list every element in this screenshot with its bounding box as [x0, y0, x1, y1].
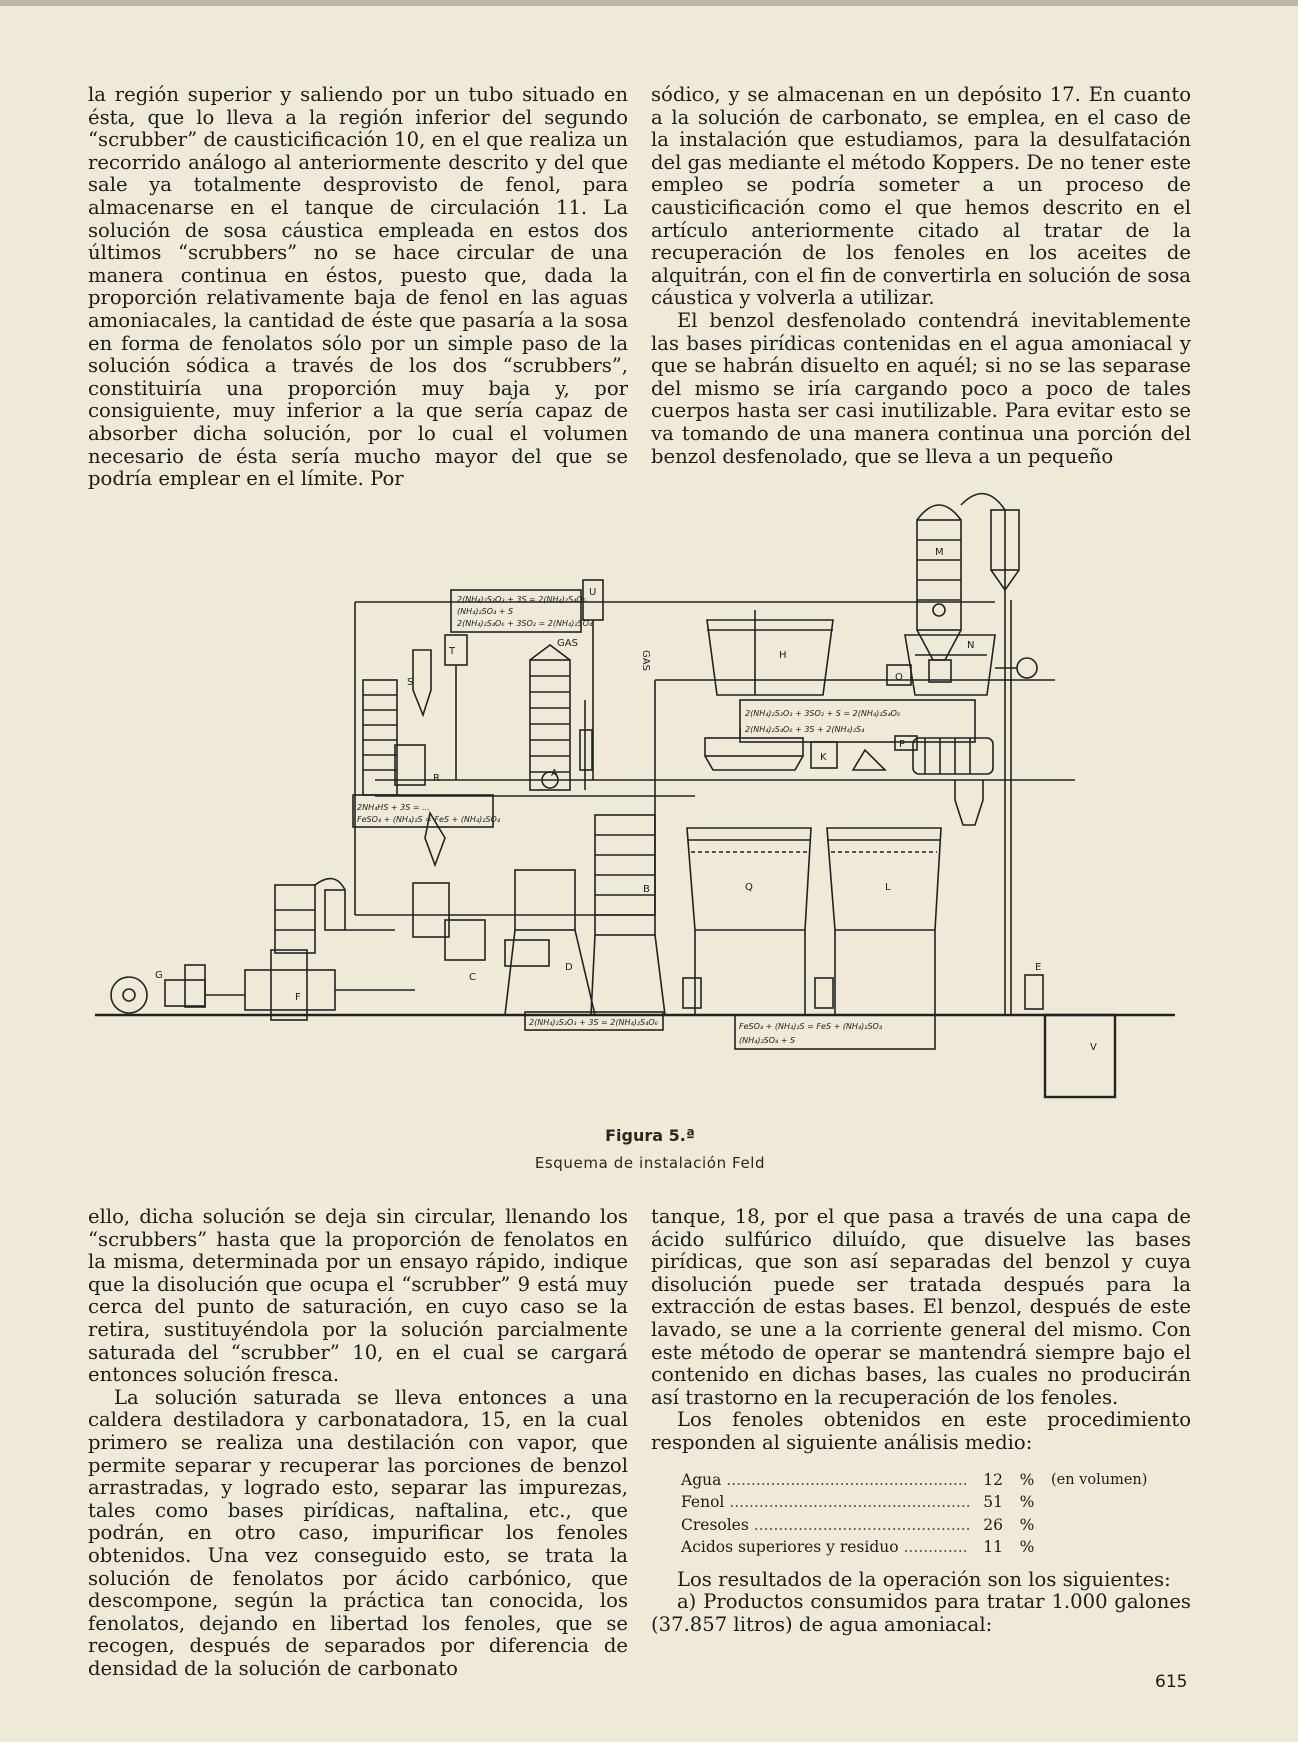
analysis-unit: %	[1019, 1515, 1035, 1534]
label-t: T	[449, 646, 456, 657]
top-rule	[0, 0, 1298, 6]
analysis-row	[681, 1491, 1191, 1514]
text-column-top-left	[88, 84, 628, 491]
label-e: E	[1035, 962, 1042, 973]
label-s: S	[407, 677, 414, 688]
text-column-bottom-left	[88, 1206, 628, 1680]
label-m: M	[935, 547, 944, 558]
paragraph: tanque, 18, por el que pasa a través de una capa de ácido sulfúrico diluído, que disuelve las bases pirídicas, que son así separadas del benzol y cuya disolución puede ser tratada después para la extracción de estas bases. El benzol, después de este lavado, se une a la corriente general del mismo. Con este método de operar se mantendrá siempre bajo el contenido en dichas bases, las cuales no producirán así trastorno en la recuperación de los fenoles.	[651, 1205, 1191, 1409]
analysis-row	[681, 1514, 1191, 1537]
equation-2: (NH₄)₂SO₄ + S	[457, 607, 514, 616]
label-j: J	[739, 728, 742, 739]
analysis-value: 26	[983, 1515, 1003, 1534]
label-d: D	[565, 962, 573, 973]
label-r: R	[433, 773, 440, 784]
installation-schematic	[95, 480, 1205, 1120]
text-column-bottom-right	[651, 1206, 1191, 1636]
analysis-unit: %	[1019, 1493, 1035, 1512]
paragraph: la región superior y saliendo por un tubo situado en ésta, que lo lleva a la región inferior del segundo “scrubber” de causticificación 10, en el que realiza un recorrido análogo al anteriormente descrito y del que sale ya totalmente desprovisto de fenol, para almacenarse en el tanque de circulación 11. La solución de sosa cáustica empleada en estos dos últimos “scrubbers” no se hace circular de una manera continua en éstos, puesto que, dada la proporción relativamente baja de fenol en las aguas amoniacales, la cantidad de éste que pasaría a la sosa en forma de fenolatos sólo por un simple paso de la solución sódica a través de los dos “scrubbers”, constituiría una proporción muy baja y, por consiguiente, muy inferior a la que sería capaz de absorber dicha solución, por lo cual el volumen necesario de ésta sería mucho mayor del que se podría emplear en el límite. Por	[88, 83, 628, 491]
paragraph: Los fenoles obtenidos en este procedimiento responden al siguiente análisis medio:	[651, 1408, 1191, 1454]
analysis-unit: %	[1019, 1470, 1035, 1489]
label-a: A	[551, 768, 558, 779]
analysis-note: (en volumen)	[1051, 1471, 1148, 1488]
label-o: O	[895, 672, 903, 683]
label-v: V	[1090, 1042, 1097, 1053]
figure-title: Figura 5.ª	[605, 1126, 695, 1145]
paragraph: a) Productos consumidos para tratar 1.000 galones (37.857 litros) de agua amoniacal:	[651, 1590, 1191, 1636]
analysis-value: 12	[983, 1470, 1003, 1489]
equation-3: 2(NH₄)₂S₄O₆ + 3SO₂ = 2(NH₄)₂SO₄	[457, 619, 593, 628]
analysis-row	[681, 1469, 1191, 1492]
label-f: F	[295, 992, 301, 1003]
analysis-label: Fenol .....	[681, 1491, 969, 1514]
analysis-label: Agua .....	[681, 1469, 969, 1492]
text-column-top-right	[651, 84, 1191, 468]
figure-subtitle: Esquema de instalación Feld	[534, 1154, 766, 1172]
paragraph: La solución saturada se lleva entonces a una caldera destiladora y carbonatadora, 15, en la cual primero se realiza una destilación con vapor, que permite separar y recuperar las porciones de benzol arrastradas, y logrado esto, separar las impurezas, tales como bases pirídicas, naftalina, etc., que podrán, en otro caso, impurificar los fenoles obtenidos. Una vez conseguido esto, se trata la solución de fenolatos por ácido carbónico, que descompone, según la práctica tan conocida, los fenolatos, dejando en libertad los fenoles, que se recogen, después de separados por diferencia de densidad de la solución de carbonato	[88, 1385, 628, 1680]
label-b: B	[643, 884, 650, 895]
paragraph: El benzol desfenolado contendrá inevitablemente las bases pirídicas contenidas en el agua amoniacal y que se habrán disuelto en aquél; si no se las separase del mismo se iría cargando poco a poco de tales cuerpos hasta ser casi inutilizable. Para evitar esto se va tomando de una manera continua una porción del benzol desfenolado, que se lleva a un pequeño	[651, 308, 1191, 468]
analysis-label: Cresoles .....	[681, 1514, 969, 1537]
analysis-value: 11	[983, 1538, 1003, 1557]
label-gas: GAS	[557, 638, 578, 649]
label-h: H	[779, 650, 787, 661]
equation-4: 2NH₄HS + 3S = ...	[357, 803, 430, 812]
figure-5	[95, 480, 1205, 1172]
label-u: U	[589, 587, 597, 598]
equation-bottom-2: (NH₄)₂SO₄ + S	[739, 1036, 796, 1045]
equation-5: FeSO₄ + (NH₄)₂S = FeS + (NH₄)₂SO₄	[357, 815, 501, 824]
equation-bottom-1: 2(NH₄)₂S₂O₃ + 3S = 2(NH₄)₂S₄O₆	[529, 1018, 658, 1027]
label-g: G	[155, 970, 163, 981]
label-p: P	[899, 739, 906, 750]
label-n: N	[967, 640, 975, 651]
equation-8: FeSO₄ + (NH₄)₂S = FeS + (NH₄)₂SO₄	[739, 1022, 883, 1031]
equation-1: 2(NH₄)₂S₂O₃ + 3S = 2(NH₄)₂S₄O₆	[457, 595, 586, 604]
paragraph: Los resultados de la operación son los siguientes:	[677, 1567, 1171, 1591]
analysis-value: 51	[983, 1493, 1003, 1512]
analysis-table	[681, 1469, 1191, 1559]
label-gas-side: GAS	[640, 650, 651, 671]
analysis-row	[681, 1536, 1191, 1559]
equation-6: 2(NH₄)₂S₂O₃ + 3SO₂ + S = 2(NH₄)₂S₄O₆	[745, 709, 901, 718]
page-number: 615	[1155, 1672, 1188, 1692]
paragraph: sódico, y se almacenan en un depósito 17. En cuanto a la solución de carbonato, se emplea, en el caso de la instalación que estudiamos, para la desulfatación del gas mediante el método Koppers. De no tener este empleo se podría someter a un proceso de causticificación como el que hemos descrito en el artículo anteriormente citado al tratar de la recuperación de los fenoles en los aceites de alquitrán, con el fin de convertirla en solución de sosa cáustica y volverla a utilizar.	[651, 83, 1191, 310]
label-q: Q	[745, 882, 753, 893]
label-k: K	[820, 752, 827, 763]
paragraph: ello, dicha solución se deja sin circular, llenando los “scrubbers” hasta que la proporción de fenolatos en la misma, determinada por un ensayo rápido, indique que la disolución que ocupa el “scrubber” 9 está muy cerca del punto de saturación, en cuyo caso se la retira, sustituyéndola por la solución parcialmente saturada del “scrubber” 10, en el cual se cargará entonces solución fresca.	[88, 1205, 628, 1387]
analysis-label: Acidos superiores y residuo .....	[681, 1536, 969, 1559]
equation-7: 2(NH₄)₂S₄O₆ + 3S + 2(NH₄)₂S₄	[745, 725, 865, 734]
label-l: L	[885, 882, 891, 893]
label-c: C	[469, 972, 476, 983]
analysis-unit: %	[1019, 1538, 1035, 1557]
